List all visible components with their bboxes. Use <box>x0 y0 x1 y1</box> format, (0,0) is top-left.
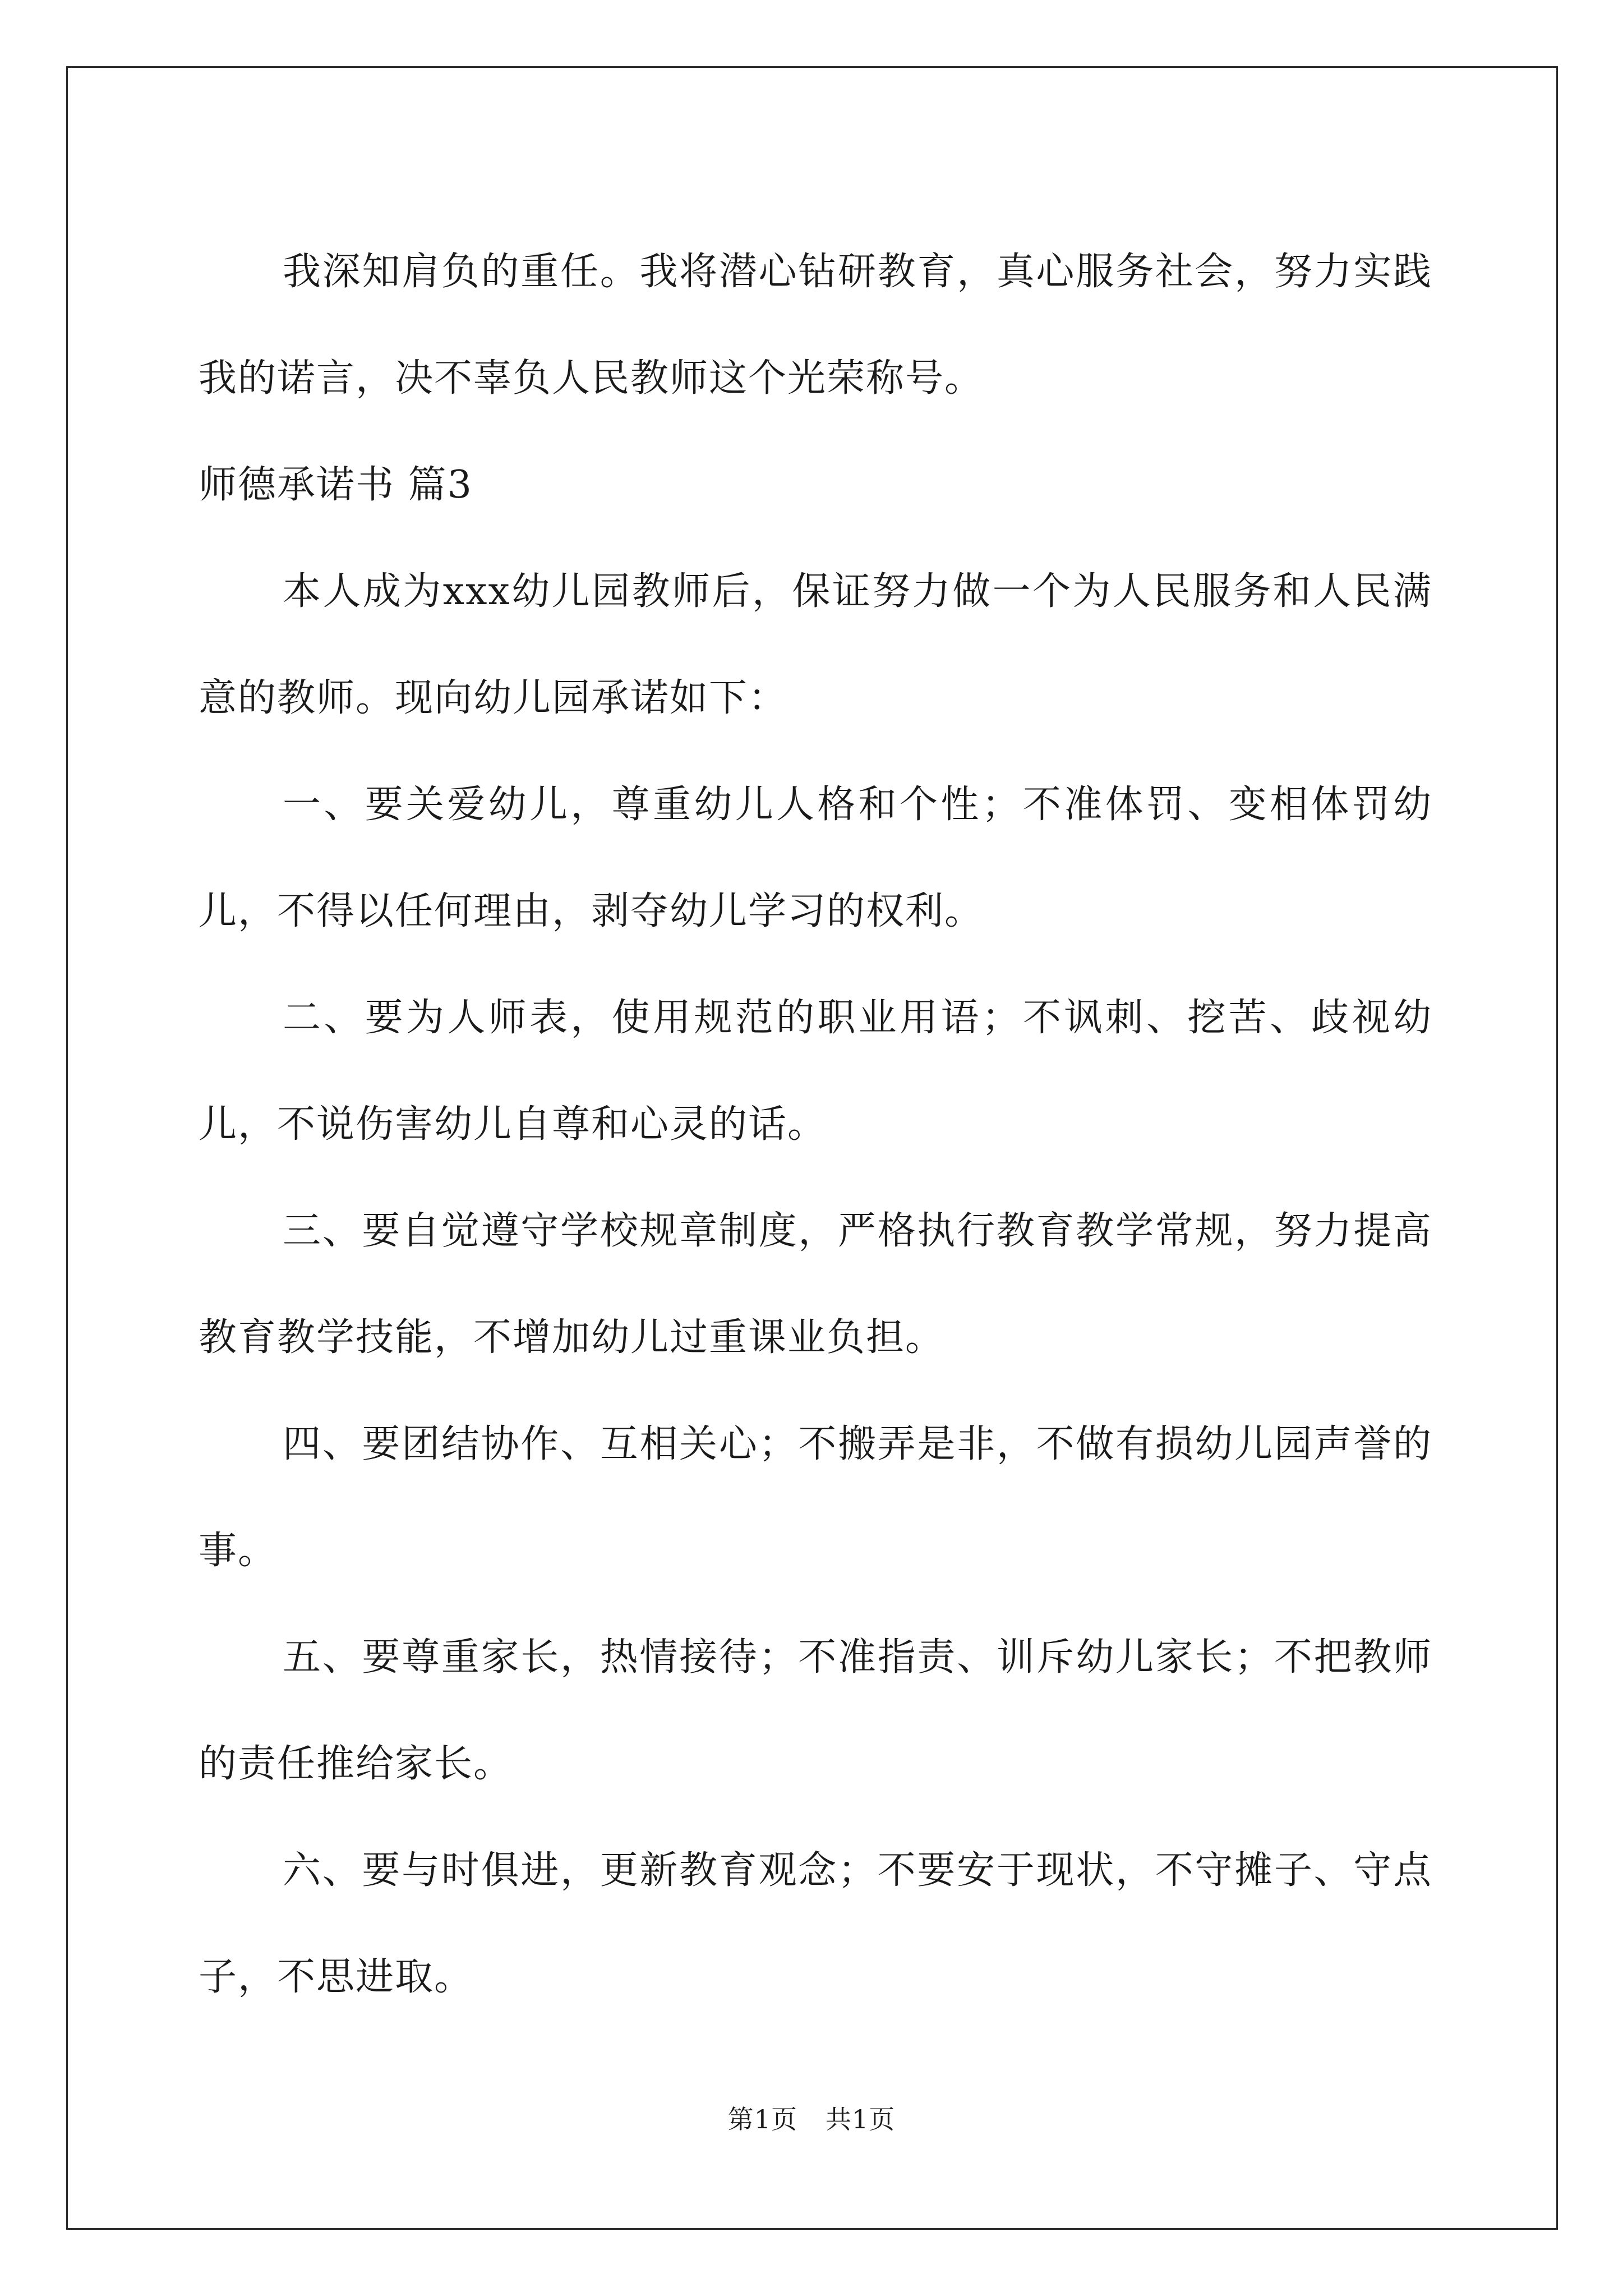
paragraph-item-3: 三、要自觉遵守学校规章制度，严格执行教育教学常规，努力提高教育教学技能，不增加幼儿过重课业负担。 <box>199 1209 1432 1360</box>
paragraph-item-1: 一、要关爱幼儿，尊重幼儿人格和个性；不准体罚、变相体罚幼儿，不得以任何理由，剥夺幼儿学习的权利。 <box>199 783 1432 933</box>
paragraph-item-6: 六、要与时俱进，更新教育观念；不要安于现状，不守摊子、守点子，不思进取。 <box>199 1848 1432 1999</box>
section-heading: 师德承诺书 篇3 <box>199 463 473 507</box>
page-footer <box>0 2099 1623 2136</box>
paragraph-item-4: 四、要团结协作、互相关心；不搬弄是非，不做有损幼儿园声誉的事。 <box>199 1422 1432 1573</box>
paragraph-pledge-closing: 我深知肩负的重任。我将潜心钻研教育，真心服务社会，努力实践我的诺言，决不辜负人民教师这个光荣称号。 <box>199 250 1432 401</box>
paragraph-item-5: 五、要尊重家长，热情接待；不准指责、训斥幼儿家长；不把教师的责任推给家长。 <box>199 1635 1432 1786</box>
paragraph-item-2: 二、要为人师表，使用规范的职业用语；不讽刺、挖苦、歧视幼儿，不说伤害幼儿自尊和心灵的话。 <box>199 996 1432 1147</box>
page-number: 第1页 <box>727 2104 797 2134</box>
paragraph-intro: 本人成为xxx幼儿园教师后，保证努力做一个为人民服务和人民满意的教师。现向幼儿园承诺如下： <box>199 569 1432 720</box>
document-body <box>199 219 1432 2031</box>
page-total: 共1页 <box>826 2104 896 2134</box>
